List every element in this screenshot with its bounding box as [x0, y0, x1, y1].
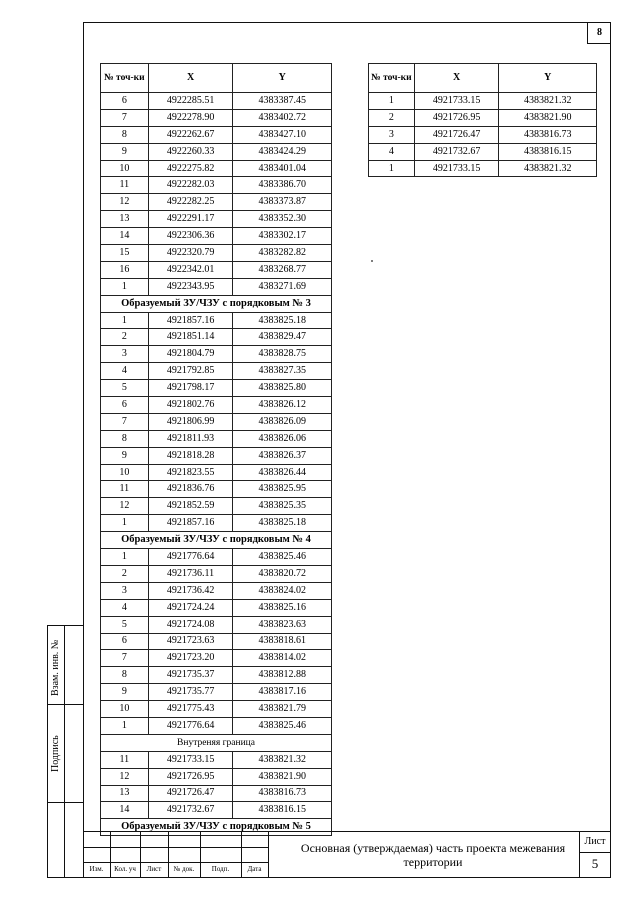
document-title: Основная (утверждаемая) часть проекта межевания территории	[300, 841, 566, 869]
y-coordinate-cell: 4383268.77	[233, 261, 332, 278]
table-row	[101, 430, 332, 447]
table-row	[101, 194, 332, 211]
table-row	[101, 565, 332, 582]
x-coordinate-cell: 4921735.37	[148, 667, 233, 684]
col-label-date: Дата	[247, 865, 262, 873]
inner-boundary-row	[101, 734, 332, 751]
y-coordinate-cell: 4383812.88	[233, 667, 332, 684]
y-coordinate-cell: 4383825.35	[233, 498, 332, 515]
point-number-cell: 13	[101, 211, 149, 228]
point-number-cell: 3	[369, 126, 415, 143]
header-point-number: № точ-ки	[101, 64, 149, 93]
point-number-cell: 7	[101, 413, 149, 430]
col-label-signature: Подп.	[211, 865, 230, 873]
point-number-cell: 8	[101, 667, 149, 684]
point-number-cell: 9	[101, 447, 149, 464]
col-label-change: Изм.	[89, 865, 104, 873]
header-x: X	[414, 64, 499, 93]
table-row	[101, 126, 332, 143]
x-coordinate-cell: 4921823.55	[148, 464, 233, 481]
table-row	[369, 143, 597, 160]
table-row	[101, 464, 332, 481]
y-coordinate-cell: 4383816.73	[233, 785, 332, 802]
point-number-cell: 2	[101, 329, 149, 346]
x-coordinate-cell: 4921792.85	[148, 363, 233, 380]
table-row	[101, 768, 332, 785]
y-coordinate-cell: 4383818.61	[233, 633, 332, 650]
coordinates-table-body	[101, 93, 332, 836]
point-number-cell: 4	[101, 363, 149, 380]
inner-boundary-label: Внутреняя граница	[101, 734, 332, 751]
point-number-cell: 6	[101, 93, 149, 110]
table-row	[101, 380, 332, 397]
scan-speck	[371, 260, 373, 262]
y-coordinate-cell: 4383825.46	[233, 549, 332, 566]
table-row	[101, 413, 332, 430]
point-number-cell: 1	[101, 312, 149, 329]
frame-bottom-line	[47, 877, 611, 878]
table-row	[101, 650, 332, 667]
x-coordinate-cell: 4922278.90	[148, 109, 233, 126]
table-row	[101, 346, 332, 363]
sheet-number: 5	[591, 856, 599, 871]
table-row	[101, 329, 332, 346]
point-number-cell: 3	[101, 582, 149, 599]
y-coordinate-cell: 4383826.06	[233, 430, 332, 447]
table-row	[101, 245, 332, 262]
x-coordinate-cell: 4922282.25	[148, 194, 233, 211]
x-coordinate-cell: 4921726.95	[148, 768, 233, 785]
x-coordinate-cell: 4921726.47	[414, 126, 499, 143]
y-coordinate-cell: 4383826.12	[233, 397, 332, 414]
y-coordinate-cell: 4383401.04	[233, 160, 332, 177]
x-coordinate-cell: 4921732.67	[148, 802, 233, 819]
x-coordinate-cell: 4921732.67	[414, 143, 499, 160]
header-x: X	[148, 64, 233, 93]
y-coordinate-cell: 4383814.02	[233, 650, 332, 667]
y-coordinate-cell: 4383825.18	[233, 515, 332, 532]
x-coordinate-cell: 4921776.64	[148, 717, 233, 734]
margin-line	[47, 704, 83, 705]
point-number-cell: 11	[101, 751, 149, 768]
y-coordinate-cell: 4383427.10	[233, 126, 332, 143]
x-coordinate-cell: 4921857.16	[148, 312, 233, 329]
table-row	[101, 785, 332, 802]
group-heading: Образуемый ЗУ/ЧЗУ с порядковым № 5	[101, 819, 332, 836]
y-coordinate-cell: 4383386.70	[233, 177, 332, 194]
y-coordinate-cell: 4383816.73	[499, 126, 597, 143]
y-coordinate-cell: 4383302.17	[233, 228, 332, 245]
margin-line	[47, 802, 83, 803]
y-coordinate-cell: 4383424.29	[233, 143, 332, 160]
x-coordinate-cell: 4921735.77	[148, 684, 233, 701]
y-coordinate-cell: 4383825.46	[233, 717, 332, 734]
table-row	[101, 701, 332, 718]
y-coordinate-cell: 4383821.32	[233, 751, 332, 768]
point-number-cell: 3	[101, 346, 149, 363]
point-number-cell: 7	[101, 650, 149, 667]
x-coordinate-cell: 4922306.36	[148, 228, 233, 245]
point-number-cell: 9	[101, 684, 149, 701]
table-row	[101, 549, 332, 566]
margin-label-signature: Подпись	[50, 735, 61, 772]
table-row	[101, 684, 332, 701]
table-row	[369, 160, 597, 177]
point-number-cell: 4	[101, 599, 149, 616]
title-block-line	[579, 852, 611, 853]
coordinates-table-right	[368, 63, 597, 177]
point-number-cell: 14	[101, 802, 149, 819]
header-point-number: № точ-ки	[369, 64, 415, 93]
table-row	[101, 599, 332, 616]
y-coordinate-cell: 4383824.02	[233, 582, 332, 599]
y-coordinate-cell: 4383827.35	[233, 363, 332, 380]
point-number-cell: 8	[101, 126, 149, 143]
group-heading-row	[101, 295, 332, 312]
y-coordinate-cell: 4383825.80	[233, 380, 332, 397]
point-number-cell: 2	[369, 109, 415, 126]
frame-right-line	[610, 22, 611, 878]
coordinates-table-main	[100, 63, 332, 836]
point-number-cell: 10	[101, 464, 149, 481]
x-coordinate-cell: 4921736.11	[148, 565, 233, 582]
group-heading: Образуемый ЗУ/ЧЗУ с порядковым № 3	[101, 295, 332, 312]
table-row	[101, 633, 332, 650]
table-row	[101, 261, 332, 278]
y-coordinate-cell: 4383826.09	[233, 413, 332, 430]
x-coordinate-cell: 4921775.43	[148, 701, 233, 718]
y-coordinate-cell: 4383821.32	[499, 93, 597, 110]
x-coordinate-cell: 4922275.82	[148, 160, 233, 177]
x-coordinate-cell: 4922342.01	[148, 261, 233, 278]
point-number-cell: 1	[101, 549, 149, 566]
point-number-cell: 14	[101, 228, 149, 245]
table-row	[101, 515, 332, 532]
x-coordinate-cell: 4921851.14	[148, 329, 233, 346]
x-coordinate-cell: 4921723.63	[148, 633, 233, 650]
x-coordinate-cell: 4921733.15	[414, 160, 499, 177]
point-number-cell: 1	[369, 93, 415, 110]
y-coordinate-cell: 4383402.72	[233, 109, 332, 126]
table-row	[101, 177, 332, 194]
group-heading-row	[101, 532, 332, 549]
corner-page-number: 8	[587, 23, 611, 44]
x-coordinate-cell: 4922343.95	[148, 278, 233, 295]
table-row	[369, 109, 597, 126]
table-row	[101, 616, 332, 633]
y-coordinate-cell: 4383282.82	[233, 245, 332, 262]
table-row	[101, 312, 332, 329]
table-row	[101, 582, 332, 599]
x-coordinate-cell: 4921811.93	[148, 430, 233, 447]
x-coordinate-cell: 4921726.47	[148, 785, 233, 802]
x-coordinate-cell: 4922262.67	[148, 126, 233, 143]
point-number-cell: 1	[369, 160, 415, 177]
x-coordinate-cell: 4921806.99	[148, 413, 233, 430]
x-coordinate-cell: 4922285.51	[148, 93, 233, 110]
col-label-sheet: Лист	[146, 865, 162, 873]
point-number-cell: 12	[101, 498, 149, 515]
x-coordinate-cell: 4921733.15	[414, 93, 499, 110]
x-coordinate-cell: 4921802.76	[148, 397, 233, 414]
y-coordinate-cell: 4383828.75	[233, 346, 332, 363]
sheet-label: Лист	[584, 836, 606, 847]
x-coordinate-cell: 4921726.95	[414, 109, 499, 126]
y-coordinate-cell: 4383826.44	[233, 464, 332, 481]
margin-stamp	[47, 625, 83, 877]
table-row	[101, 397, 332, 414]
y-coordinate-cell: 4383387.45	[233, 93, 332, 110]
margin-label-inventory: Взам. инв. №	[50, 639, 61, 696]
y-coordinate-cell: 4383817.16	[233, 684, 332, 701]
table-row	[101, 160, 332, 177]
x-coordinate-cell: 4921724.08	[148, 616, 233, 633]
table-row	[101, 109, 332, 126]
col-label-count: Кол. уч	[114, 865, 136, 873]
x-coordinate-cell: 4921857.16	[148, 515, 233, 532]
x-coordinate-cell: 4922260.33	[148, 143, 233, 160]
point-number-cell: 15	[101, 245, 149, 262]
y-coordinate-cell: 4383825.16	[233, 599, 332, 616]
x-coordinate-cell: 4922291.17	[148, 211, 233, 228]
title-block	[83, 831, 611, 877]
point-number-cell: 9	[101, 143, 149, 160]
y-coordinate-cell: 4383821.90	[233, 768, 332, 785]
table-row	[101, 211, 332, 228]
point-number-cell: 12	[101, 194, 149, 211]
table-row	[101, 717, 332, 734]
y-coordinate-cell: 4383816.15	[233, 802, 332, 819]
x-coordinate-cell: 4921724.24	[148, 599, 233, 616]
point-number-cell: 1	[101, 515, 149, 532]
table-row	[101, 278, 332, 295]
x-coordinate-cell: 4922320.79	[148, 245, 233, 262]
y-coordinate-cell: 4383373.87	[233, 194, 332, 211]
point-number-cell: 12	[101, 768, 149, 785]
table-row	[101, 93, 332, 110]
y-coordinate-cell: 4383829.47	[233, 329, 332, 346]
point-number-cell: 11	[101, 177, 149, 194]
x-coordinate-cell: 4921852.59	[148, 498, 233, 515]
table-row	[101, 143, 332, 160]
y-coordinate-cell: 4383352.30	[233, 211, 332, 228]
y-coordinate-cell: 4383821.79	[233, 701, 332, 718]
y-coordinate-cell: 4383271.69	[233, 278, 332, 295]
margin-line	[47, 625, 48, 877]
point-number-cell: 10	[101, 160, 149, 177]
x-coordinate-cell: 4921733.15	[148, 751, 233, 768]
x-coordinate-cell: 4921804.79	[148, 346, 233, 363]
point-number-cell: 6	[101, 397, 149, 414]
x-coordinate-cell: 4922282.03	[148, 177, 233, 194]
table-row	[101, 667, 332, 684]
x-coordinate-cell: 4921776.64	[148, 549, 233, 566]
table-row	[101, 481, 332, 498]
point-number-cell: 1	[101, 278, 149, 295]
title-block-line	[83, 831, 611, 832]
x-coordinate-cell: 4921818.28	[148, 447, 233, 464]
x-coordinate-cell: 4921736.42	[148, 582, 233, 599]
y-coordinate-cell: 4383820.72	[233, 565, 332, 582]
title-block-divider	[268, 831, 269, 877]
coordinates-table-body	[369, 93, 597, 177]
point-number-cell: 13	[101, 785, 149, 802]
table-row	[369, 93, 597, 110]
y-coordinate-cell: 4383825.18	[233, 312, 332, 329]
table-row	[369, 126, 597, 143]
col-label-doc-number: № док.	[173, 865, 195, 873]
y-coordinate-cell: 4383821.32	[499, 160, 597, 177]
y-coordinate-cell: 4383823.63	[233, 616, 332, 633]
point-number-cell: 11	[101, 481, 149, 498]
point-number-cell: 10	[101, 701, 149, 718]
point-number-cell: 4	[369, 143, 415, 160]
point-number-cell: 16	[101, 261, 149, 278]
table-row	[101, 802, 332, 819]
point-number-cell: 7	[101, 109, 149, 126]
x-coordinate-cell: 4921723.20	[148, 650, 233, 667]
point-number-cell: 6	[101, 633, 149, 650]
x-coordinate-cell: 4921798.17	[148, 380, 233, 397]
margin-line	[47, 625, 83, 626]
point-number-cell: 5	[101, 616, 149, 633]
y-coordinate-cell: 4383825.95	[233, 481, 332, 498]
y-coordinate-cell: 4383826.37	[233, 447, 332, 464]
group-heading: Образуемый ЗУ/ЧЗУ с порядковым № 4	[101, 532, 332, 549]
y-coordinate-cell: 4383816.15	[499, 143, 597, 160]
frame-top-line	[83, 22, 611, 23]
table-row	[101, 447, 332, 464]
header-y: Y	[499, 64, 597, 93]
margin-line	[64, 625, 65, 877]
point-number-cell: 5	[101, 380, 149, 397]
header-y: Y	[233, 64, 332, 93]
y-coordinate-cell: 4383821.90	[499, 109, 597, 126]
point-number-cell: 2	[101, 565, 149, 582]
table-row	[101, 498, 332, 515]
point-number-cell: 1	[101, 717, 149, 734]
x-coordinate-cell: 4921836.76	[148, 481, 233, 498]
point-number-cell: 8	[101, 430, 149, 447]
table-row	[101, 228, 332, 245]
table-row	[101, 363, 332, 380]
frame-left-line	[83, 22, 84, 878]
table-row	[101, 751, 332, 768]
